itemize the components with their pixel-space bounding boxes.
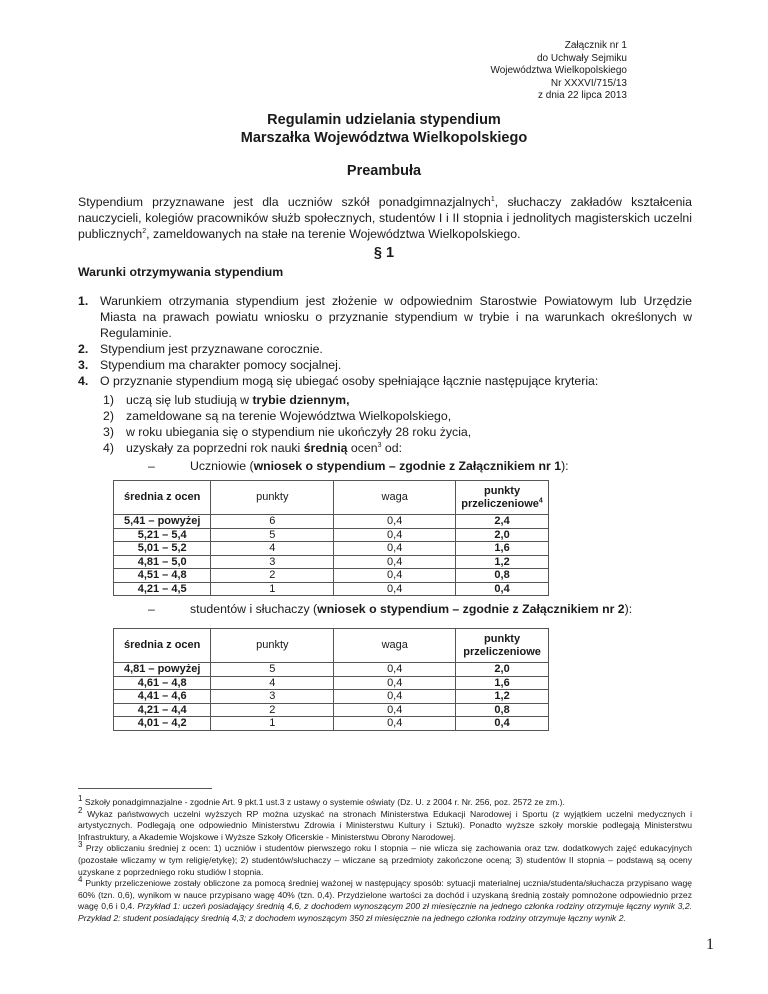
column-header: punkty xyxy=(211,629,334,663)
average-cell: 4,61 – 4,8 xyxy=(114,676,211,690)
list-item xyxy=(78,341,692,357)
column-header: punkty xyxy=(211,481,334,515)
conditions-list xyxy=(78,293,692,389)
average-cell: 4,51 – 4,8 xyxy=(114,569,211,583)
section-subtitle: Warunki otrzymywania stypendium xyxy=(78,265,284,279)
table-row xyxy=(114,703,549,717)
criteria-item xyxy=(103,408,471,424)
weight-cell: 0,4 xyxy=(334,528,456,542)
attachment-line: Nr XXXVI/715/13 xyxy=(550,77,627,89)
table-row xyxy=(114,555,549,569)
weight-cell: 0,4 xyxy=(334,555,456,569)
converted-points-cell: 1,2 xyxy=(456,555,549,569)
column-header: waga xyxy=(334,481,456,515)
table-row xyxy=(114,690,549,704)
criteria-text: od: xyxy=(381,441,402,455)
table-header-row xyxy=(114,481,549,515)
attachment-header xyxy=(490,40,627,103)
points-cell: 3 xyxy=(211,690,334,704)
points-cell: 1 xyxy=(211,717,334,731)
converted-points-cell: 1,6 xyxy=(456,542,549,556)
school-students-label xyxy=(148,459,569,473)
label-text: ): xyxy=(624,602,633,616)
average-cell: 4,21 – 4,4 xyxy=(114,703,211,717)
points-cell: 6 xyxy=(211,515,334,529)
criteria-number: 1) xyxy=(103,393,114,407)
weight-cell: 0,4 xyxy=(334,569,456,583)
weight-cell: 0,4 xyxy=(334,717,456,731)
preamble-text xyxy=(78,194,692,242)
weight-cell: 0,4 xyxy=(334,515,456,529)
weight-cell: 0,4 xyxy=(334,690,456,704)
preamble-text-part: , słuchaczy zakładów kształcenia nauczycieli, kolegiów pracowników służb społecznych, studentów I i II stopnia i jednolitych magisterskich uczelni publicznych xyxy=(78,195,692,241)
title-line-1: Regulamin udzielania stypendium xyxy=(267,112,501,128)
criteria-list xyxy=(103,392,471,456)
list-item xyxy=(78,373,692,389)
label-text: studentów i słuchaczy ( xyxy=(190,602,318,616)
footnote-number: 3 xyxy=(78,840,83,850)
criteria-text: uzyskały za poprzedni rok nauki xyxy=(126,441,304,455)
column-header: średnia z ocen xyxy=(114,481,211,515)
table-row xyxy=(114,515,549,529)
converted-points-cell: 2,0 xyxy=(456,528,549,542)
points-cell: 3 xyxy=(211,555,334,569)
footnote xyxy=(78,794,692,809)
preamble-heading: Preambuła xyxy=(346,163,422,179)
document-title xyxy=(0,111,768,147)
criteria-item xyxy=(103,424,471,440)
preamble-text-part: , zameldowanych na stałe na terenie Województwa Wielkopolskiego. xyxy=(146,227,521,241)
list-number: 4. xyxy=(78,374,89,388)
converted-points-cell: 1,2 xyxy=(456,690,549,704)
footnote-number: 1 xyxy=(78,794,83,804)
converted-points-cell: 1,6 xyxy=(456,676,549,690)
converted-points-cell: 0,4 xyxy=(456,717,549,731)
footnote-text: Szkoły ponadgimnazjalne - zgodnie Art. 9 pkt.1 ust.3 z ustawy o systemie oświaty (Dz. U. z 2004 r. Nr. 256, poz. 2572 ze zm.). xyxy=(84,797,565,807)
weight-cell: 0,4 xyxy=(334,542,456,556)
attachment-line: do Uchwały Sejmiku xyxy=(536,52,627,64)
footnote-number: 4 xyxy=(78,875,83,885)
footnote xyxy=(78,875,693,924)
list-text: Warunkiem otrzymania stypendium jest złożenie w odpowiednim Starostwie Powiatowym lub Urzędzie Miasta na prawach powiatu wniosku o przyznanie stypendium w trybie i na warunkach określonych w Regulaminie. xyxy=(100,294,692,340)
footnote xyxy=(78,805,692,844)
average-cell: 4,01 – 4,2 xyxy=(114,717,211,731)
footnote-ref[interactable]: 2 xyxy=(142,227,147,235)
attachment-line: Załącznik nr 1 xyxy=(564,40,627,51)
column-header xyxy=(456,481,549,515)
column-header: średnia z ocen xyxy=(114,629,211,663)
converted-points-cell: 2,4 xyxy=(456,515,549,529)
list-number: 1. xyxy=(78,294,89,308)
list-text: O przyznanie stypendium mogą się ubiegać osoby spełniające łącznie następujące kryteria: xyxy=(100,374,599,388)
average-cell: 4,41 – 4,6 xyxy=(114,690,211,704)
university-students-label xyxy=(148,602,632,616)
average-cell: 5,41 – powyżej xyxy=(114,515,211,529)
table-row xyxy=(114,542,549,556)
criteria-item xyxy=(103,440,471,456)
table-row xyxy=(114,717,549,731)
list-text: Stypendium jest przyznawane corocznie. xyxy=(100,342,323,356)
converted-points-cell: 0,8 xyxy=(456,703,549,717)
footnote-number: 2 xyxy=(78,805,83,815)
footnote-separator xyxy=(78,788,212,789)
header-text: punkty przeliczeniowe xyxy=(461,485,539,510)
average-cell: 5,21 – 5,4 xyxy=(114,528,211,542)
criteria-item xyxy=(103,392,471,408)
criteria-number: 3) xyxy=(103,425,114,439)
label-text: Uczniowie ( xyxy=(190,459,254,473)
footnote-text: Punkty przeliczeniowe zostały obliczone za pomocą średniej ważonej w następujący sposób: sytuacji materialnej ucznia/studenta/słuchacza przypisano wagę 60% (tzn. 0,6), wynikom w nauce przypisano wagę 40% (tzn. 0,4). Przydzielone wartości za dochód i uzyskaną średnią zostały pomnożone odpowiednio przez wagę 0,6 i 0,4. xyxy=(78,878,693,912)
label-bold: wniosek o stypendium – zgodnie z Załącznikiem nr 2 xyxy=(317,602,625,616)
weight-cell: 0,4 xyxy=(334,663,456,677)
attachment-line: Województwa Wielkopolskiego xyxy=(490,65,627,76)
weight-cell: 0,4 xyxy=(334,582,456,596)
attachment-line: z dnia 22 lipca 2013 xyxy=(538,90,627,101)
list-item xyxy=(78,293,692,341)
points-cell: 4 xyxy=(211,542,334,556)
footnote-ref[interactable]: 4 xyxy=(538,496,543,504)
university-points-table xyxy=(113,628,549,731)
footnote-text: Wykaz państwowych uczelni wyższych RP można uzyskać na stronach Ministerstwa Edukacji Narodowej i Sportu (z wyjątkiem uczelni medycznych i artystycznych. Podlegają one odpowiednio Ministerstwu Zdrowia i Ministerstwu Kultury i Sztuki). Ponadto wyższe szkoły morskie podlegają Ministerstwu Infrastruktury, a Akademie Wojskowe i Wyższe Szkoły Oficerskie - Ministerstwu Obrony Narodowej. xyxy=(78,808,692,842)
footnote-example: Przykład 1: uczeń posiadający średnią 4,6, z dochodem wynoszącym 200 zł miesięcznie na jednego członka rodziny otrzymuje łączny wynik 3,2. Przykład 2: student posiadający średnią 4,3; z dochodem wynoszącym 350 zł miesięcznie na jednego członka rodziny otrzymuje łączny wynik 2. xyxy=(78,901,692,923)
points-cell: 2 xyxy=(211,703,334,717)
points-cell: 5 xyxy=(211,663,334,677)
points-cell: 1 xyxy=(211,582,334,596)
list-number: 2. xyxy=(78,342,89,356)
footnote-ref[interactable]: 1 xyxy=(490,195,495,203)
label-bold: wniosek o stypendium – zgodnie z Załącznikiem nr 1 xyxy=(253,459,562,473)
average-cell: 4,81 – 5,0 xyxy=(114,555,211,569)
weight-cell: 0,4 xyxy=(334,676,456,690)
criteria-text: uczą się lub studiują w xyxy=(126,393,253,407)
average-cell: 4,21 – 4,5 xyxy=(114,582,211,596)
points-cell: 2 xyxy=(211,569,334,583)
weight-cell: 0,4 xyxy=(334,703,456,717)
converted-points-cell: 0,4 xyxy=(456,582,549,596)
criteria-text: zameldowane są na terenie Województwa Wielkopolskiego, xyxy=(126,409,452,423)
converted-points-cell: 0,8 xyxy=(456,569,549,583)
criteria-number: 2) xyxy=(103,409,114,423)
title-line-2: Marszałka Województwa Wielkopolskiego xyxy=(240,130,528,146)
criteria-number: 4) xyxy=(103,441,114,455)
dash-bullet: – xyxy=(148,602,155,616)
table-row xyxy=(114,569,549,583)
converted-points-cell: 2,0 xyxy=(456,663,549,677)
dash-bullet: – xyxy=(148,459,155,473)
column-header: punkty przeliczeniowe xyxy=(456,629,549,663)
footnote-text: Przy obliczaniu średniej z ocen: 1) uczniów i studentów pierwszego roku I stopnia – nie wlicza się zachowania oraz tzw. dodatkowych zajęć edukacyjnych (pozostałe wliczamy w tym religię/etykę); 2) studentów/słuchaczy – wliczane są przedmioty zakończone oceną; 3) studentów II stopnia – podstawą są oceny uzyskane z poprzedniego roku studiów I stopnia. xyxy=(78,843,692,877)
criteria-bold: trybie dziennym, xyxy=(252,393,350,407)
table-row xyxy=(114,676,549,690)
table-row xyxy=(114,582,549,596)
list-text: Stypendium ma charakter pomocy socjalnej. xyxy=(100,358,342,372)
footnotes xyxy=(78,794,693,925)
footnote xyxy=(78,840,692,878)
school-points-table xyxy=(113,480,549,596)
footnote-ref[interactable]: 3 xyxy=(377,441,382,449)
average-cell: 4,81 – powyżej xyxy=(114,663,211,677)
criteria-text: ocen xyxy=(347,441,378,455)
column-header: waga xyxy=(334,629,456,663)
preamble-text-part: Stypendium przyznawane jest dla uczniów szkół ponadgimnazjalnych xyxy=(78,195,491,209)
points-cell: 4 xyxy=(211,676,334,690)
list-number: 3. xyxy=(78,358,89,372)
table-row xyxy=(114,528,549,542)
label-text: ): xyxy=(561,459,569,473)
average-cell: 5,01 – 5,2 xyxy=(114,542,211,556)
page-number: 1 xyxy=(706,936,714,953)
table-header-row xyxy=(114,629,549,663)
table-row xyxy=(114,663,549,677)
points-cell: 5 xyxy=(211,528,334,542)
criteria-text: w roku ubiegania się o stypendium nie ukończyły 28 roku życia, xyxy=(126,425,472,439)
list-item xyxy=(78,357,692,373)
section-symbol: § 1 xyxy=(373,245,395,261)
criteria-bold: średnią xyxy=(303,441,348,455)
